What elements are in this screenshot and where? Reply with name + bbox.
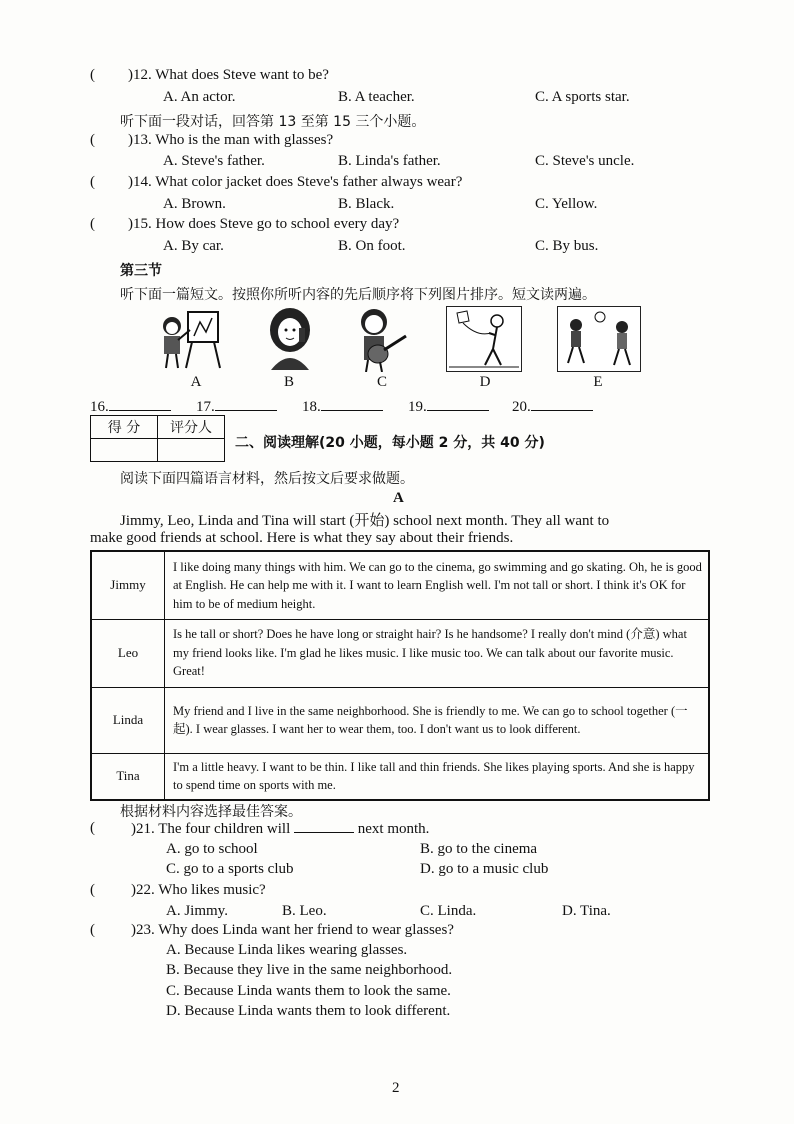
picture-label-b: B bbox=[283, 374, 294, 390]
row-name: Leo bbox=[91, 619, 165, 687]
option-c: C. go to a sports club bbox=[166, 861, 294, 877]
option-b: B. Leo. bbox=[282, 903, 327, 919]
question-12: )12. What does Steve want to be? bbox=[128, 67, 329, 83]
answer-paren: ( bbox=[90, 922, 95, 938]
reading-section-title: 二、阅读理解(20 小题，每小题 2 分，共 40 分) bbox=[235, 435, 545, 451]
table-row bbox=[91, 753, 709, 800]
option-a: A. go to school bbox=[166, 841, 258, 857]
row-text: I like doing many things with him. We can go to the cinema, go swimming and go skating. Oh, he is good at English. He can help me with it. I want to learn English well. I'm not tall or short. I think it's OK for him to be of medium height. bbox=[165, 551, 710, 619]
option-a: A. Because Linda likes wearing glasses. bbox=[166, 942, 408, 958]
question-14: )14. What color jacket does Steve's father always wear? bbox=[128, 174, 463, 190]
option-a: A. Jimmy. bbox=[166, 903, 228, 919]
row-text: Is he tall or short? Does he have long or straight hair? Is he handsome? I really don't mind (介意) what my friend looks like. I'm glad he likes music. I like music too. We can talk about our favorite music. Great! bbox=[165, 619, 710, 687]
girl-on-phone-icon bbox=[265, 306, 315, 370]
table-row bbox=[91, 619, 709, 687]
blank-number: 20. bbox=[512, 399, 531, 415]
option-a: A. By car. bbox=[163, 238, 224, 254]
passage-intro-line-2: make good friends at school. Here is what they say about their friends. bbox=[90, 530, 514, 546]
table-row bbox=[91, 551, 709, 619]
choose-instruction: 根据材料内容选择最佳答案。 bbox=[120, 804, 302, 820]
child-painting-icon bbox=[158, 308, 224, 370]
option-d: D. Tina. bbox=[562, 903, 611, 919]
table-row bbox=[91, 687, 709, 753]
answer-paren: ( bbox=[90, 216, 95, 232]
option-b: B. Because they live in the same neighborhood. bbox=[166, 962, 453, 978]
question-22: )22. Who likes music? bbox=[131, 882, 266, 898]
answer-paren: ( bbox=[90, 132, 95, 148]
question-21 bbox=[131, 820, 429, 838]
blank-17[interactable] bbox=[196, 396, 277, 416]
option-c: C. Steve's uncle. bbox=[535, 153, 635, 169]
score-table bbox=[90, 415, 225, 462]
picture-label-e: E bbox=[593, 374, 603, 390]
page-number: 2 bbox=[392, 1080, 400, 1096]
option-b: B. A teacher. bbox=[338, 89, 415, 105]
grader-cell[interactable] bbox=[158, 439, 225, 462]
passage-intro-line-1: Jimmy, Leo, Linda and Tina will start (开始) school next month. They all want to bbox=[120, 513, 610, 529]
kids-playing-ball-icon bbox=[557, 306, 641, 372]
blank-18[interactable] bbox=[302, 396, 383, 416]
option-a: A. Steve's father. bbox=[163, 153, 265, 169]
row-name: Tina bbox=[91, 753, 165, 800]
question-23: )23. Why does Linda want her friend to wear glasses? bbox=[131, 922, 454, 938]
blank-number: 18. bbox=[302, 399, 321, 415]
option-c: C. Yellow. bbox=[535, 196, 598, 212]
answer-paren: ( bbox=[90, 882, 95, 898]
section-3-title: 第三节 bbox=[120, 263, 162, 279]
boy-playing-guitar-icon bbox=[352, 306, 408, 372]
grader-header: 评分人 bbox=[158, 416, 225, 439]
blank-16[interactable] bbox=[90, 396, 171, 416]
blank-number: 16. bbox=[90, 399, 109, 415]
answer-paren: ( bbox=[90, 174, 95, 190]
question-stem: )21. The four children will bbox=[131, 821, 291, 837]
picture-label-c: C bbox=[376, 374, 387, 390]
picture-label-d: D bbox=[479, 374, 491, 390]
option-c: C. Linda. bbox=[420, 903, 477, 919]
row-name: Jimmy bbox=[91, 551, 165, 619]
answer-paren: ( bbox=[90, 820, 95, 836]
option-a: A. An actor. bbox=[163, 89, 236, 105]
passage-label: A bbox=[393, 490, 404, 506]
man-flying-kite-icon bbox=[446, 306, 522, 372]
row-name: Linda bbox=[91, 687, 165, 753]
option-b: B. go to the cinema bbox=[420, 841, 538, 857]
score-cell[interactable] bbox=[91, 439, 158, 462]
friends-table bbox=[90, 550, 710, 801]
row-text: I'm a little heavy. I want to be thin. I like tall and thin friends. She likes playing sports. And she is happy to spend time on sports with me. bbox=[165, 753, 710, 800]
question-13: )13. Who is the man with glasses? bbox=[128, 132, 334, 148]
question-15: )15. How does Steve go to school every day? bbox=[128, 216, 400, 232]
option-d: D. Because Linda wants them to look different. bbox=[166, 1003, 451, 1019]
option-b: B. Linda's father. bbox=[338, 153, 441, 169]
option-c: C. A sports star. bbox=[535, 89, 630, 105]
blank-number: 19. bbox=[408, 399, 427, 415]
row-text: My friend and I live in the same neighborhood. She is friendly to me. We can go to school together (一起). I wear glasses. I want her to wear them, too. I don't want us to look different. bbox=[165, 687, 710, 753]
blank-20[interactable] bbox=[512, 396, 593, 416]
option-b: B. On foot. bbox=[338, 238, 406, 254]
answer-paren: ( bbox=[90, 67, 95, 83]
blank-number: 17. bbox=[196, 399, 215, 415]
option-c: C. By bus. bbox=[535, 238, 599, 254]
question-stem-end: next month. bbox=[357, 821, 430, 837]
reading-instruction: 阅读下面四篇语言材料，然后按文后要求做题。 bbox=[120, 471, 414, 487]
picture-label-a: A bbox=[190, 374, 202, 390]
blank-19[interactable] bbox=[408, 396, 489, 416]
option-d: D. go to a music club bbox=[420, 861, 549, 877]
instruction-dialogue: 听下面一段对话，回答第 13 至第 15 三个小题。 bbox=[120, 114, 426, 130]
option-a: A. Brown. bbox=[163, 196, 226, 212]
option-b: B. Black. bbox=[338, 196, 395, 212]
option-c: C. Because Linda wants them to look the same. bbox=[166, 983, 451, 999]
section-3-instruction: 听下面一篇短文。按照你所听内容的先后顺序将下列图片排序。短文读两遍。 bbox=[120, 287, 596, 303]
score-header: 得 分 bbox=[91, 416, 158, 439]
